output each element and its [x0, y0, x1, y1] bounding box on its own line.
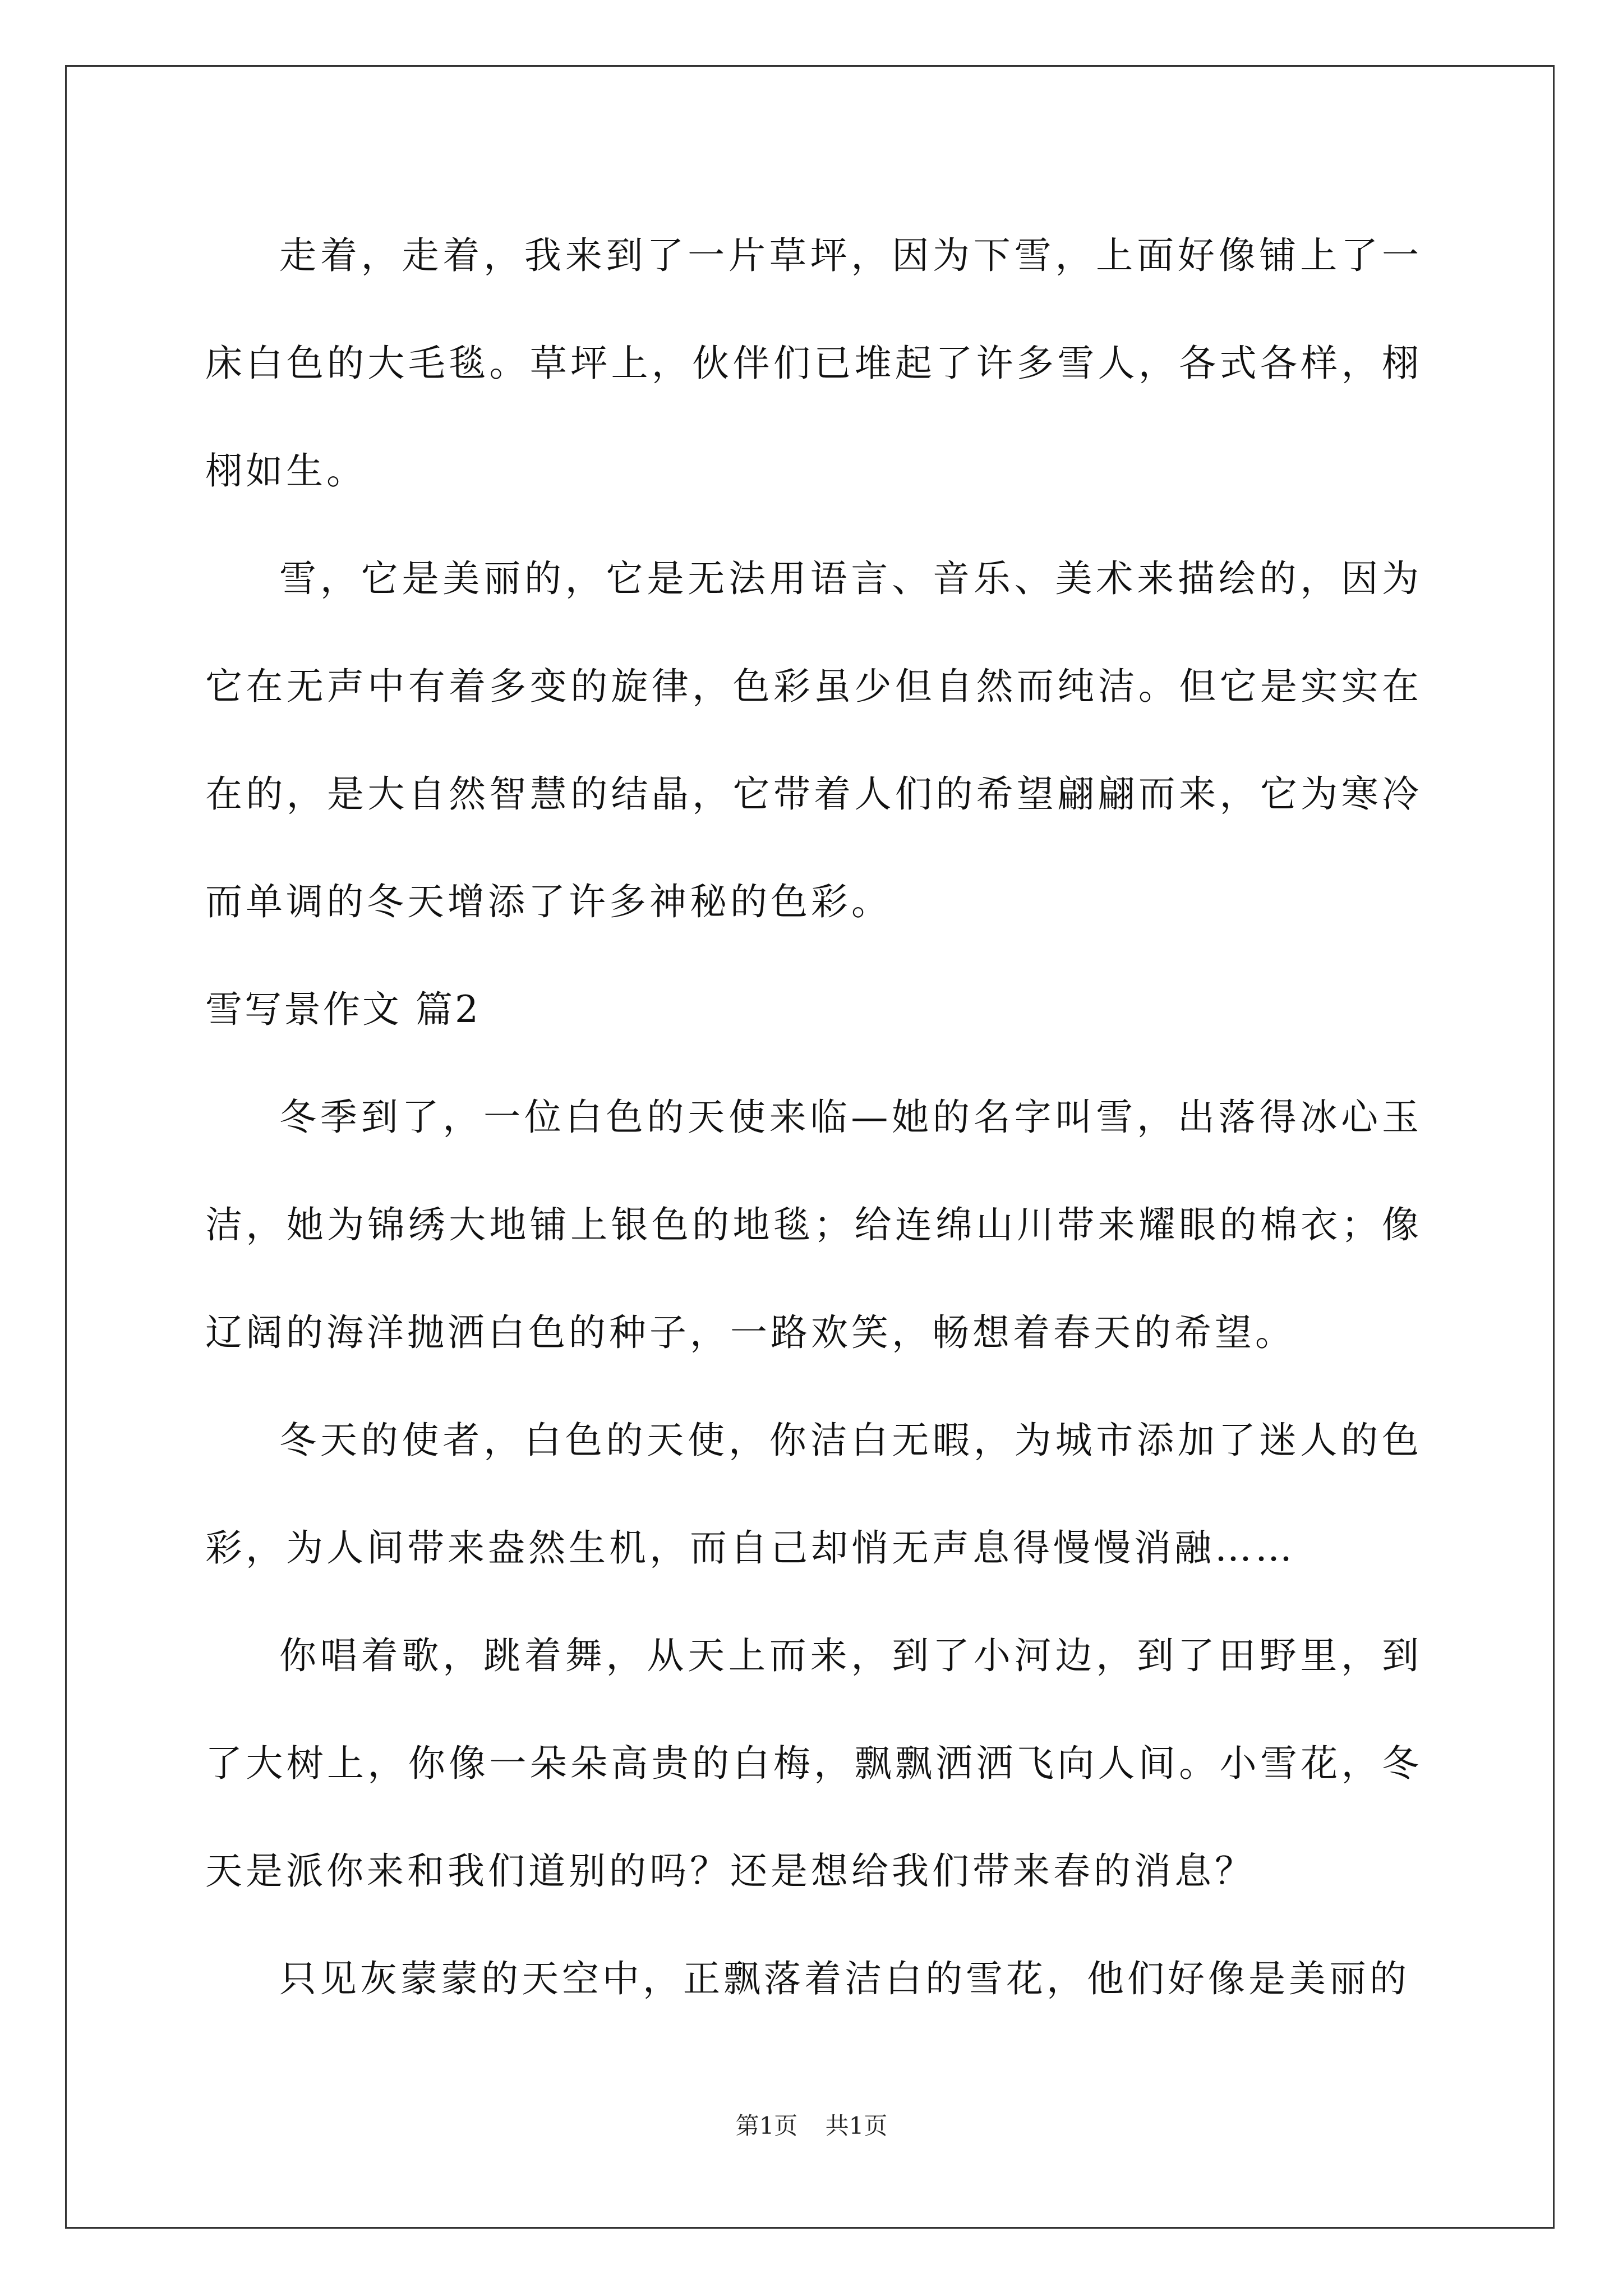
- paragraph-singing-snow: 你唱着歌，跳着舞，从天上而来，到了小河边，到了田野里，到了大树上，你像一朵朵高贵的白梅，飘飘洒洒飞向人间。小雪花，冬天是派你来和我们道别的吗？还是想给我们带来春的消息？: [205, 1634, 1422, 1893]
- section-heading: 雪写景作文 篇2: [205, 988, 481, 1031]
- paragraph-winter-angel: 冬季到了，一位白色的天使来临—她的名字叫雪，出落得冰心玉洁，她为锦绣大地铺上银色的地毯；给连绵山川带来耀眼的棉衣；像辽阔的海洋抛洒白色的种子，一路欢笑，畅想着春天的希望。: [205, 1096, 1422, 1354]
- paragraph-grass-field: 走着，走着，我来到了一片草坪，因为下雪，上面好像铺上了一床白色的大毛毯。草坪上，伙伴们已堆起了许多雪人，各式各样，栩栩如生。: [205, 234, 1422, 493]
- paragraph-grey-sky: 只见灰蒙蒙的天空中，正飘落着洁白的雪花，他们好像是美丽的: [279, 1957, 1410, 2000]
- document-body: [205, 202, 1422, 2033]
- paragraph-snow-beauty: 雪，它是美丽的，它是无法用语言、音乐、美术来描绘的，因为它在无声中有着多变的旋律，色彩虽少但自然而纯洁。但它是实实在在的，是大自然智慧的结晶，它带着人们的希望翩翩而来，它为寒冷而单调的冬天增添了许多神秘的色彩。: [205, 557, 1422, 923]
- paragraph-winter-messenger: 冬天的使者，白色的天使，你洁白无暇，为城市添加了迷人的色彩，为人间带来盎然生机，而自己却悄无声息得慢慢消融……: [205, 1419, 1422, 1570]
- page-footer: [0, 2109, 1623, 2143]
- page-number-current: 第1页: [735, 2112, 798, 2139]
- page-number-total: 共1页: [825, 2112, 888, 2139]
